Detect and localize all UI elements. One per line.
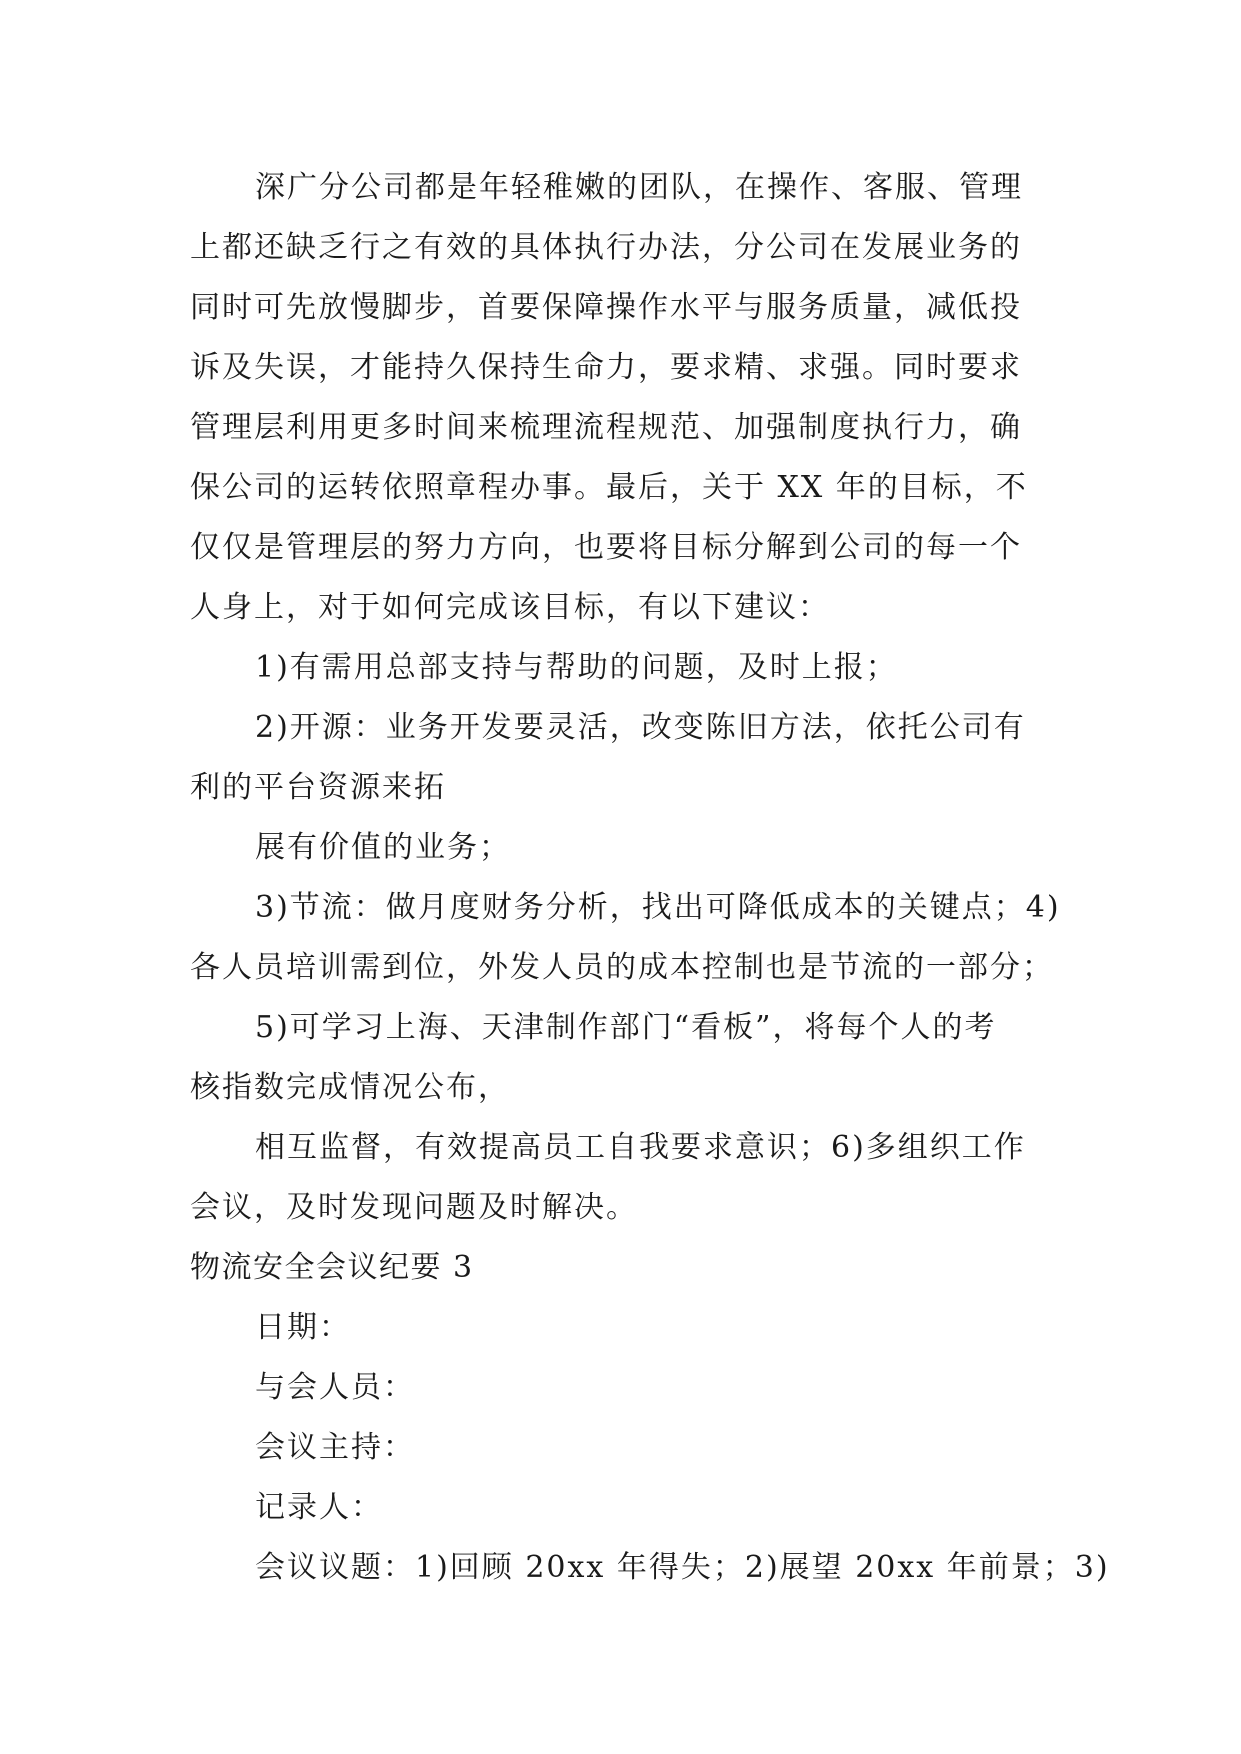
form-field-date: 日期： xyxy=(255,1310,351,1345)
list-item-continuation: 展有价值的业务； xyxy=(255,830,511,865)
document-body xyxy=(190,158,1110,1598)
list-item-continuation: 会议，及时发现问题及时解决。 xyxy=(190,1190,638,1225)
paragraph-line: 管理层利用更多时间来梳理流程规范、加强制度执行力，确 xyxy=(190,410,1022,445)
list-item: 5)可学习上海、天津制作部门“看板”，将每个人的考 xyxy=(255,1010,997,1045)
form-field-attendees: 与会人员： xyxy=(255,1370,415,1405)
list-item-continuation: 相互监督，有效提高员工自我要求意识；6)多组织工作 xyxy=(255,1130,1026,1165)
form-field-topics: 会议议题：1)回顾 20xx 年得失；2)展望 20xx 年前景；3) xyxy=(255,1550,1110,1585)
list-item: 1)有需用总部支持与帮助的问题，及时上报； xyxy=(255,650,898,685)
paragraph-line: 诉及失误，才能持久保持生命力，要求精、求强。同时要求 xyxy=(190,350,1022,385)
paragraph-line: 保公司的运转依照章程办事。最后，关于 XX 年的目标，不 xyxy=(190,470,1028,505)
form-field-host: 会议主持： xyxy=(255,1430,415,1465)
list-item-continuation: 核指数完成情况公布， xyxy=(190,1070,510,1105)
paragraph-line: 上都还缺乏行之有效的具体执行办法，分公司在发展业务的 xyxy=(190,230,1022,265)
list-item: 2)开源：业务开发要灵活，改变陈旧方法，依托公司有 xyxy=(255,710,1026,745)
paragraph-line: 仅仅是管理层的努力方向，也要将目标分解到公司的每一个 xyxy=(190,530,1022,565)
form-field-recorder: 记录人： xyxy=(255,1490,383,1525)
list-item: 3)节流：做月度财务分析，找出可降低成本的关键点；4) xyxy=(255,890,1061,925)
section-heading: 物流安全会议纪要 3 xyxy=(190,1250,474,1285)
list-item-continuation: 各人员培训需到位，外发人员的成本控制也是节流的一部分； xyxy=(190,950,1054,985)
list-item-continuation: 利的平台资源来拓 xyxy=(190,770,446,805)
paragraph-line: 深广分公司都是年轻稚嫩的团队，在操作、客服、管理 xyxy=(255,170,1023,205)
paragraph-line: 同时可先放慢脚步，首要保障操作水平与服务质量，减低投 xyxy=(190,290,1022,325)
paragraph-line: 人身上，对于如何完成该目标，有以下建议： xyxy=(190,590,830,625)
